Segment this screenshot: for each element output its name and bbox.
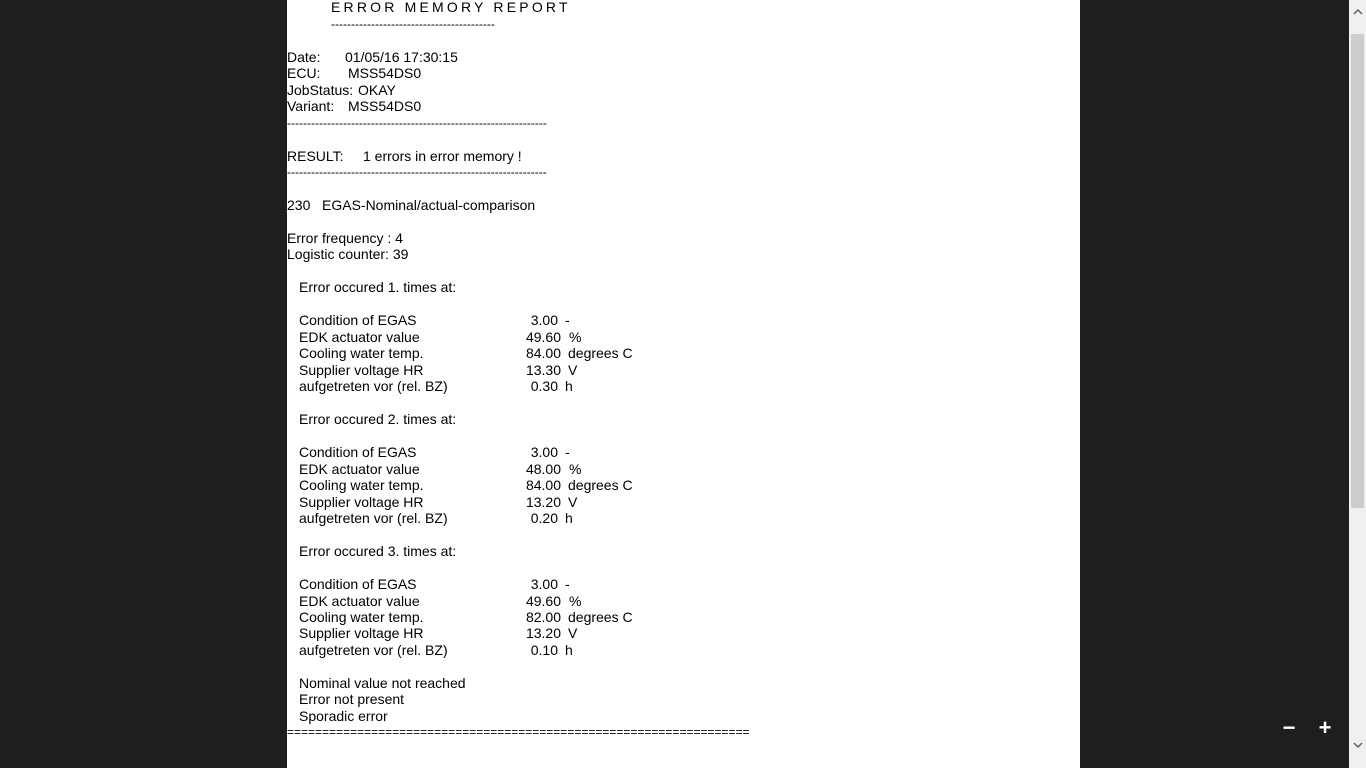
row-value: 3.00 xyxy=(530,312,558,328)
row-label: aufgetreten vor (rel. BZ) xyxy=(299,642,448,658)
row-unit: - xyxy=(565,444,570,460)
variant-value: MSS54DS0 xyxy=(348,98,422,114)
variant-label: Variant: xyxy=(287,98,335,114)
row-unit: degrees C xyxy=(568,609,633,625)
row-unit: degrees C xyxy=(568,477,633,493)
scroll-up-arrow-icon[interactable] xyxy=(1349,3,1366,20)
row-label: Condition of EGAS xyxy=(299,444,417,460)
row-value: 49.60 xyxy=(525,329,561,345)
note-sporadic-error: Sporadic error xyxy=(299,708,388,724)
separator-2: ----------------------------------------------------------------- xyxy=(287,165,547,179)
row-unit: % xyxy=(569,461,582,477)
row-value: 0.30 xyxy=(530,378,558,394)
row-label: Supplier voltage HR xyxy=(299,362,424,378)
row-unit: V xyxy=(568,625,578,641)
row-label: EDK actuator value xyxy=(299,461,420,477)
ecu-label: ECU: xyxy=(287,65,321,81)
row-label: aufgetreten vor (rel. BZ) xyxy=(299,510,448,526)
row-value: 13.20 xyxy=(525,625,561,641)
error-frequency: Error frequency : 4 xyxy=(287,230,403,246)
row-unit: % xyxy=(569,593,582,609)
row-unit: - xyxy=(565,576,570,592)
date-value: 01/05/16 17:30:15 xyxy=(345,49,458,65)
occurrence-heading: Error occured 2. times at: xyxy=(299,411,457,427)
row-value: 0.20 xyxy=(530,510,558,526)
row-label: Cooling water temp. xyxy=(299,477,424,493)
result-label: RESULT: xyxy=(287,148,344,164)
occurrence-heading: Error occured 1. times at: xyxy=(299,279,457,295)
ecu-value: MSS54DS0 xyxy=(348,65,422,81)
row-value: 13.20 xyxy=(525,494,561,510)
row-label: aufgetreten vor (rel. BZ) xyxy=(299,378,448,394)
note-error-not-present: Error not present xyxy=(299,691,405,707)
logistic-counter: Logistic counter: 39 xyxy=(287,246,409,262)
row-label: EDK actuator value xyxy=(299,593,420,609)
row-value: 84.00 xyxy=(525,345,561,361)
error-code: 230 xyxy=(287,197,311,213)
row-label: Supplier voltage HR xyxy=(299,494,424,510)
result-value: 1 errors in error memory ! xyxy=(363,148,522,164)
row-value: 3.00 xyxy=(530,444,558,460)
row-unit: V xyxy=(568,362,578,378)
row-value: 13.30 xyxy=(525,362,561,378)
row-label: Supplier voltage HR xyxy=(299,625,424,641)
row-value: 3.00 xyxy=(530,576,558,592)
jobstatus-value: OKAY xyxy=(358,82,396,98)
row-value: 84.00 xyxy=(525,477,561,493)
row-unit: - xyxy=(565,312,570,328)
row-unit: degrees C xyxy=(568,345,633,361)
row-unit: h xyxy=(565,378,573,394)
row-value: 48.00 xyxy=(525,461,561,477)
report-title: ERROR MEMORY REPORT xyxy=(331,0,571,15)
row-value: 0.10 xyxy=(530,642,558,658)
date-label: Date: xyxy=(287,49,321,65)
occurrence-heading: Error occured 3. times at: xyxy=(299,543,457,559)
scroll-down-arrow-icon[interactable] xyxy=(1349,737,1366,754)
vertical-scrollbar[interactable] xyxy=(1349,0,1366,768)
row-unit: % xyxy=(569,329,582,345)
zoom-in-button[interactable]: + xyxy=(1318,715,1332,740)
row-unit: h xyxy=(565,510,573,526)
end-separator: ================================================================== xyxy=(287,725,750,739)
zoom-out-button[interactable]: − xyxy=(1282,715,1296,740)
row-unit: V xyxy=(568,494,578,510)
title-underline: ----------------------------------------- xyxy=(331,17,495,31)
row-unit: h xyxy=(565,642,573,658)
error-name: EGAS-Nominal/actual-comparison xyxy=(322,197,536,213)
jobstatus-label: JobStatus: xyxy=(287,82,354,98)
row-label: EDK actuator value xyxy=(299,329,420,345)
note-nominal-not-reached: Nominal value not reached xyxy=(299,675,466,691)
row-label: Cooling water temp. xyxy=(299,609,424,625)
row-label: Condition of EGAS xyxy=(299,312,417,328)
scrollbar-thumb[interactable] xyxy=(1351,34,1364,508)
separator-1: ----------------------------------------------------------------- xyxy=(287,116,547,130)
row-value: 49.60 xyxy=(525,593,561,609)
row-label: Condition of EGAS xyxy=(299,576,417,592)
row-label: Cooling water temp. xyxy=(299,345,424,361)
row-value: 82.00 xyxy=(525,609,561,625)
report-page xyxy=(287,0,1080,768)
